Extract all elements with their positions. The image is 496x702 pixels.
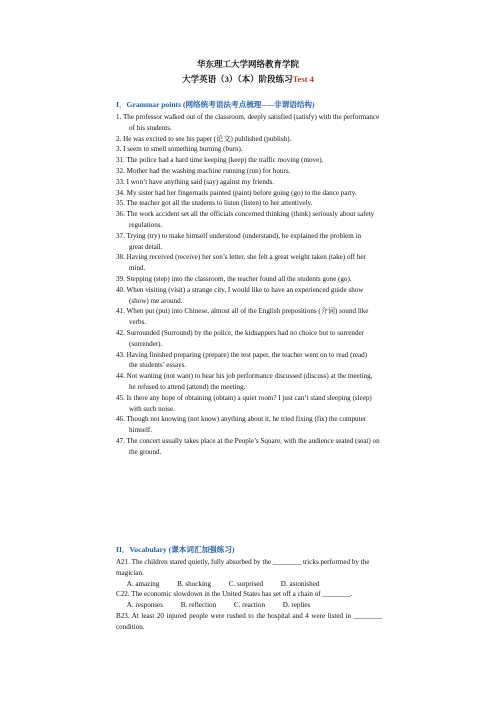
list-item: 44. Not wanting (not want) to hear his job performance discussed (discuss) at the meeting, (116, 372, 373, 381)
list-item: with such noise. (129, 404, 175, 413)
list-item: 45. Is there any hope of obtaining (obtain) a quiet room? I just can’t stand sleeping (sleep) (116, 393, 372, 402)
list-item: 3. I seem to smell something burning (burn). (116, 145, 243, 154)
list-item: (surrender). (129, 339, 163, 348)
list-item: 37. Trying (try) to make himself understood (understand), he explained the problem in (116, 231, 362, 240)
list-item: he refused to attend (attend) the meeting. (129, 382, 246, 391)
list-item: 41. When put (put) into Chinese, almost all of the English prepositions (介词) sound like (116, 307, 369, 316)
list-item: 40. When visiting (visit) a strange city, I would like to have an experienced guide show (116, 285, 364, 294)
grammar-list (116, 112, 382, 458)
list-item: of his students. (129, 123, 172, 132)
section-grammar-title: I．Grammar points (网络统考语法考点梳理-----非谓语结构) (116, 100, 315, 109)
list-item: (show) me around. (129, 296, 183, 305)
options-row: A. amazing B. shocking C. surprised D. astonished (120, 579, 320, 588)
list-item: great detail. (129, 242, 163, 251)
list-item: mind. (129, 264, 146, 273)
list-item: B23. At least 20 injured people were rushed to the hospital and 4 were listed in ________ condition. (116, 611, 382, 631)
list-item: 42. Surrounded (Surround) by the police, the kidnappers had no choice but to surrender (116, 328, 365, 337)
list-item: 2. He was excited to see his paper (论文) published (publish). (116, 134, 292, 143)
list-item: regulations. (129, 220, 163, 229)
list-item: 34. My sister had her fingernails painted (paint) before going (go) to the dance party. (116, 188, 357, 197)
list-item: C22. The economic slowdown in the United States has set off a chain of ________. (116, 590, 353, 599)
list-item: magician. (116, 568, 144, 577)
list-item: 35. The teacher got all the students to listen (listen) to her attentively. (116, 199, 313, 208)
list-item: 33. I won’t have anything said (say) against my friends. (116, 177, 275, 186)
list-item: 31. The police had a hard time keeping (keep) the traffic moving (move). (116, 156, 324, 165)
institute-title: 华东理工大学网络教育学院 (196, 59, 299, 69)
options-row: A. responses B. reflection C. reaction D. replies (120, 601, 311, 610)
list-item: 32. Mother had the washing machine running (run) for hours. (116, 166, 291, 175)
section-vocabulary-title: II．Vocabulary (课本词汇加强练习) (116, 545, 235, 554)
list-item: 39. Stepping (step) into the classroom, the teacher found all the students gone (go). (116, 274, 352, 283)
list-item: 36. The work accident set all the officials concerned thinking (think) seriously about safety (116, 210, 375, 219)
list-item: 46. Though not knowing (not know) anything about it, he tried fixing (fix) the computer (116, 415, 367, 424)
list-item: 38. Having received (receive) her son’s letter, she felt a great weight taken (take) off her (116, 253, 366, 262)
list-item: A21. The children stared quietly, fully absorbed by the ________ tricks performed by the (116, 558, 370, 566)
list-item: verbs. (129, 318, 147, 327)
list-item: 47. The concert usually takes place at the People’s Square, with the audience seated (seat) on (116, 436, 380, 445)
list-item: the students’ essays. (129, 361, 187, 370)
list-item: himself. (129, 426, 153, 435)
test-subtitle: 大学英语（3）（本）阶段练习 (182, 74, 293, 84)
list-item: 43. Having finished preparing (prepare) the test paper, the teacher went on to read (read) (116, 350, 368, 359)
test-number: Test 4 (292, 74, 314, 84)
test-title (0, 73, 496, 85)
vocabulary-list (116, 557, 382, 633)
list-item: 1. The professor walked out of the classroom, deeply satisfied (satisfy) with the performance (116, 113, 380, 121)
list-item: the ground. (129, 447, 162, 456)
